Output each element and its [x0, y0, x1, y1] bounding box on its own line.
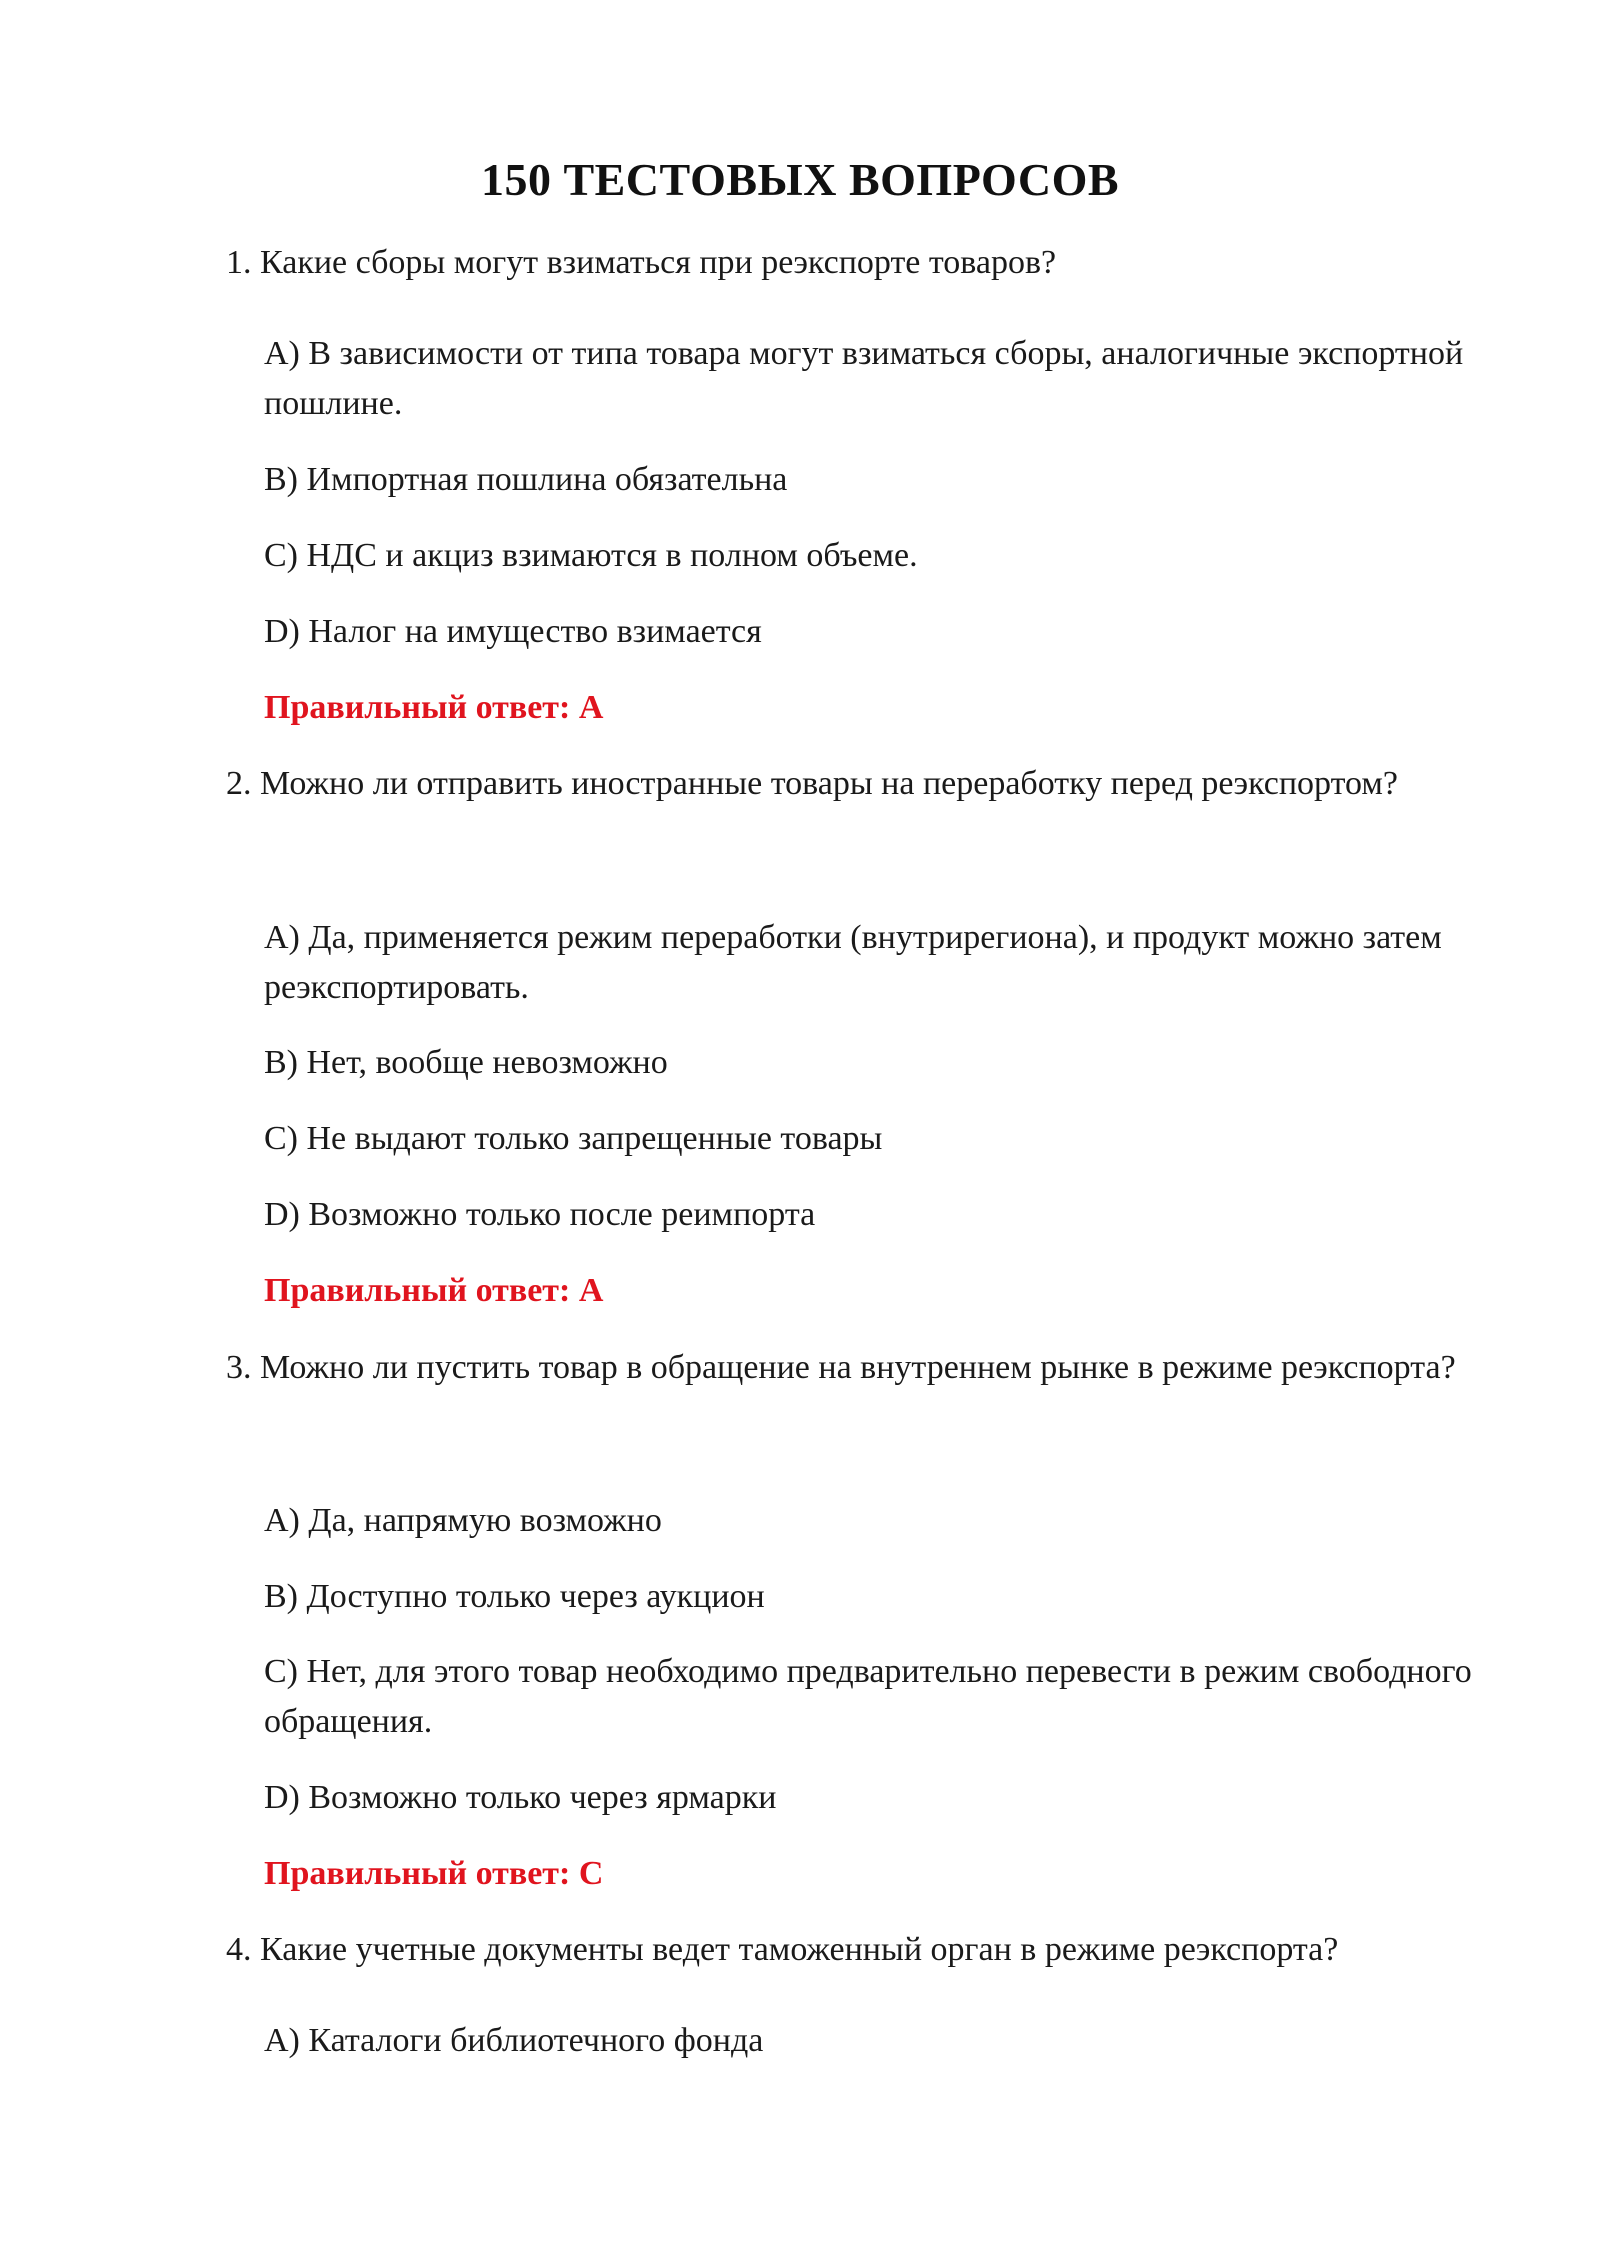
- option-a: A) Каталоги библиотечного фонда: [264, 2022, 764, 2059]
- correct-answer: Правильный ответ: A: [264, 689, 604, 726]
- option-c: C) Нет, для этого товар необходимо предварительно перевести в режим свободного обращения.: [264, 1653, 1472, 1740]
- correct-answer: Правильный ответ: A: [264, 1272, 604, 1309]
- option-c: C) НДС и акциз взимаются в полном объеме.: [264, 537, 918, 574]
- option-d: D) Налог на имущество взимается: [264, 613, 762, 650]
- question-text: 4. Какие учетные документы ведет таможенный орган в режиме реэкспорта?: [226, 1931, 1339, 1968]
- option-a: A) Да, применяется режим переработки (внутрирегиона), и продукт можно затем реэкспортировать.: [264, 919, 1442, 1006]
- option-a: A) Да, напрямую возможно: [264, 1502, 662, 1539]
- option-b: B) Доступно только через аукцион: [264, 1578, 765, 1615]
- option-c: C) Не выдают только запрещенные товары: [264, 1120, 883, 1157]
- option-d: D) Возможно только через ярмарки: [264, 1779, 777, 1816]
- option-a: A) В зависимости от типа товара могут взиматься сборы, аналогичные экспортной пошлине.: [264, 335, 1464, 422]
- correct-answer: Правильный ответ: C: [264, 1855, 604, 1892]
- option-b: B) Нет, вообще невозможно: [264, 1044, 668, 1081]
- option-d: D) Возможно только после реимпорта: [264, 1196, 816, 1233]
- option-b: B) Импортная пошлина обязательна: [264, 461, 788, 498]
- page-title: 150 ТЕСТОВЫХ ВОПРОСОВ: [480, 154, 1120, 205]
- question-text: 3. Можно ли пустить товар в обращение на внутреннем рынке в режиме реэкспорта?: [226, 1349, 1456, 1386]
- question-text: 2. Можно ли отправить иностранные товары на переработку перед реэкспортом?: [226, 765, 1398, 802]
- question-text: 1. Какие сборы могут взиматься при реэкспорте товаров?: [226, 244, 1057, 281]
